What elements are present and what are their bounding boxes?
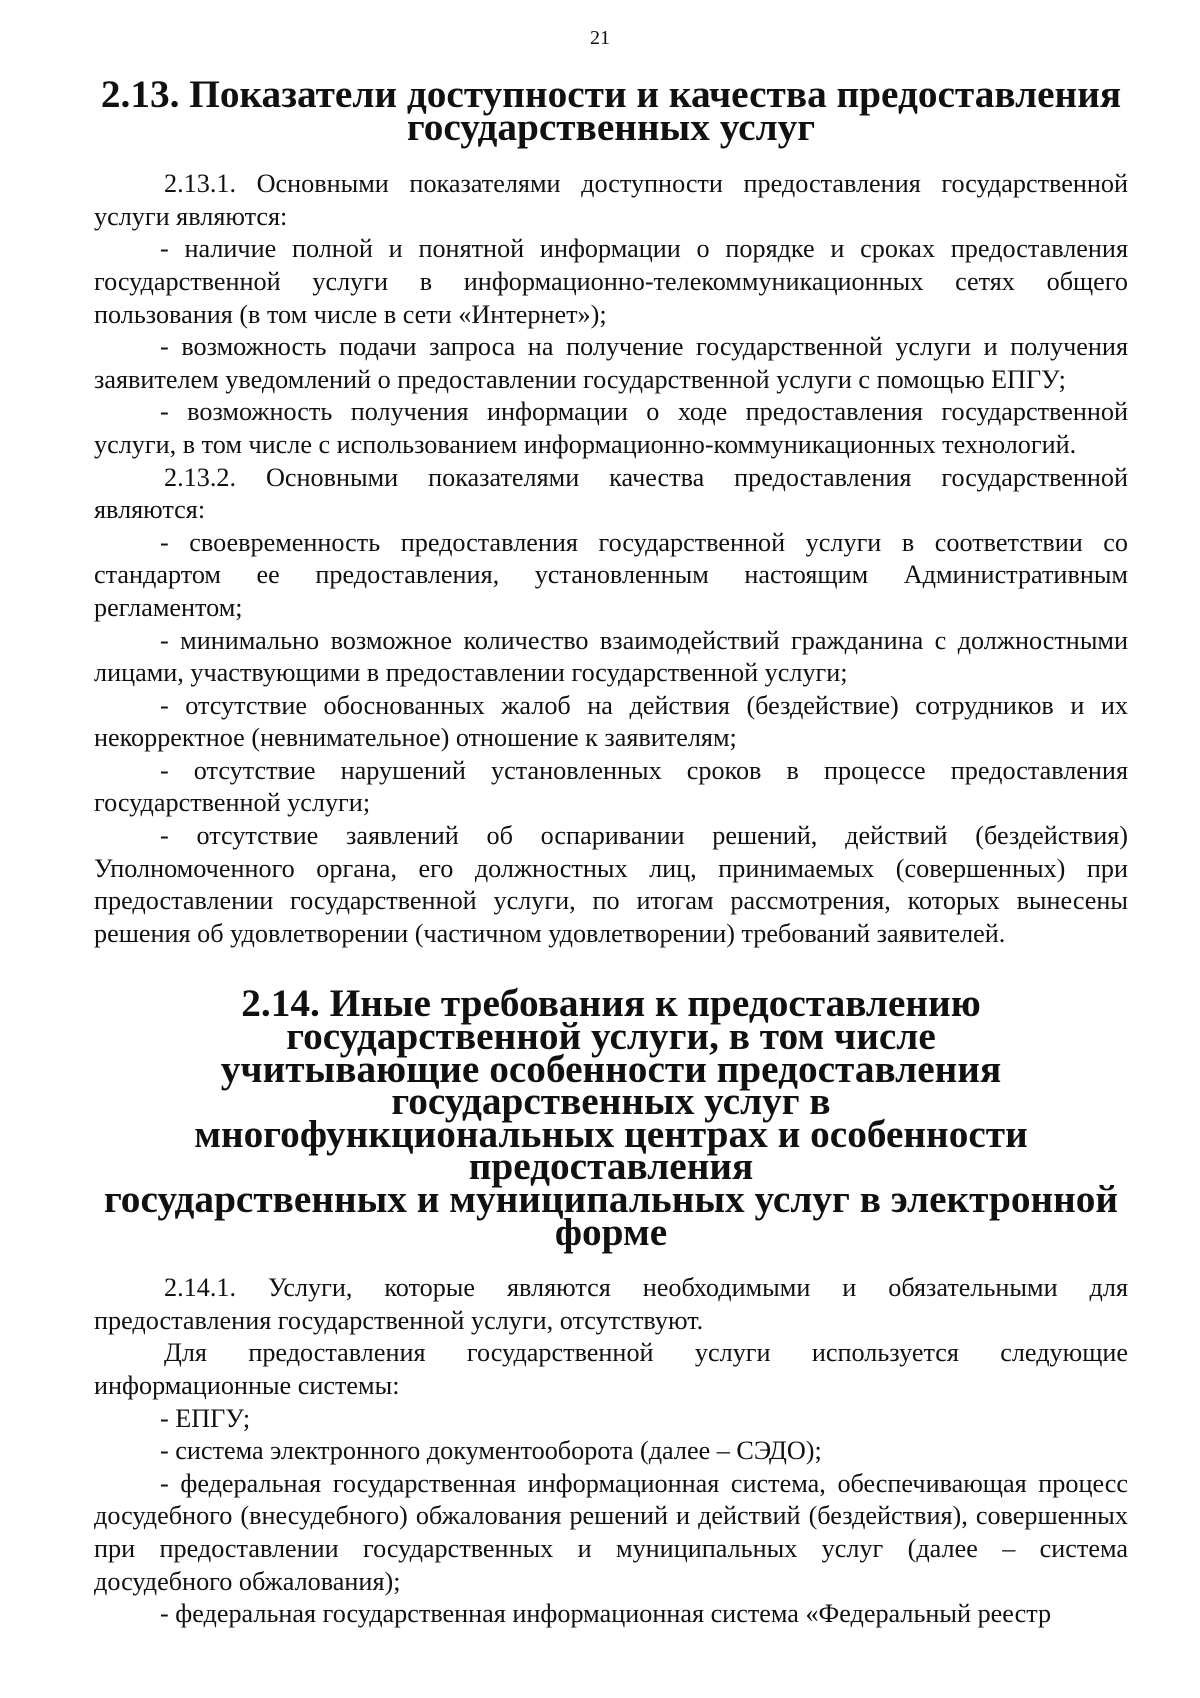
- list-item: - минимально возможное количество взаимодействий гражданина с должностными лицами, участвующими в предоставлении государственной услуги;: [94, 625, 1128, 688]
- section-2-14-title: [94, 981, 1128, 1254]
- list-item: - наличие полной и понятной информации о порядке и сроках предоставления государственной услуги в информационно-телекоммуникационных сетях общего пользования (в том числе в сети «Интернет»);: [94, 234, 1128, 329]
- paragraph-2-13-2: 2.13.2. Основными показателями качества предоставления государственной являются:: [94, 462, 1128, 525]
- list-item: - возможность получения информации о ходе предоставления государственной услуги, в том числе с использованием информационно-коммуникационных технологий.: [94, 397, 1128, 459]
- list-item: - отсутствие обоснованных жалоб на действия (бездействие) сотрудников и их некорректное (невнимательное) отношение к заявителям;: [94, 690, 1128, 753]
- list-item: - федеральная государственная информационная система «Федеральный реестр: [160, 1599, 1052, 1629]
- list-item: - ЕПГУ;: [160, 1403, 251, 1433]
- section-2-14-title-line: государственных и муниципальных услуг в электронной форме: [103, 1177, 1119, 1254]
- paragraph-information-systems: Для предоставления государственной услуги используется следующие информационные системы:: [94, 1338, 1128, 1400]
- section-2-13-title: [94, 72, 1128, 149]
- list-item: - возможность подачи запроса на получение государственной услуги и получения заявителем уведомлений о предоставлении государственной услуги с помощью ЕПГУ;: [94, 332, 1128, 394]
- paragraph-2-13-1: 2.13.1. Основными показателями доступности предоставления государственной услуги являются:: [94, 169, 1128, 231]
- section-2-14-title-line: 2.14. Иные требования к предоставлению государственной услуги, в том числе: [241, 981, 981, 1059]
- list-item: - своевременность предоставления государственной услуги в соответствии со стандартом ее предоставления, установленным настоящим Административным регламентом;: [94, 527, 1128, 622]
- list-item: - федеральная государственная информационная система, обеспечивающая процесс досудебного (внесудебного) обжалования решений и действий (бездействия), совершенных при предоставлении государственных и муниципальных услуг (далее – система досудебного обжалования);: [94, 1468, 1128, 1596]
- section-2-14-title-line: учитывающие особенности предоставления государственных услуг в: [220, 1046, 1002, 1124]
- list-item: - отсутствие заявлений об оспаривании решений, действий (бездействия) Уполномоченного органа, его должностных лиц, принимаемых (совершенных) при предоставлении государственной услуги, по итогам рассмотрения, которых вынесены решения об удовлетворении (частичном удовлетворении) требований заявителей.: [94, 821, 1128, 948]
- section-2-13-title-line: государственных услуг: [406, 104, 816, 149]
- paragraph-2-14-1: 2.14.1. Услуги, которые являются необходимыми и обязательными для предоставления государственной услуги, отсутствуют.: [94, 1273, 1128, 1335]
- document-body: [94, 72, 1128, 1631]
- section-2-14-title-line: многофункциональных центрах и особенности предоставления: [194, 1111, 1028, 1189]
- list-item: - отсутствие нарушений установленных сроков в процессе предоставления государственной услуги;: [94, 755, 1128, 818]
- list-item: - система электронного документооборота (далее – СЭДО);: [160, 1436, 822, 1466]
- page-number: 21: [590, 27, 610, 49]
- section-2-13-title-line: 2.13. Показатели доступности и качества предоставления: [100, 72, 1122, 116]
